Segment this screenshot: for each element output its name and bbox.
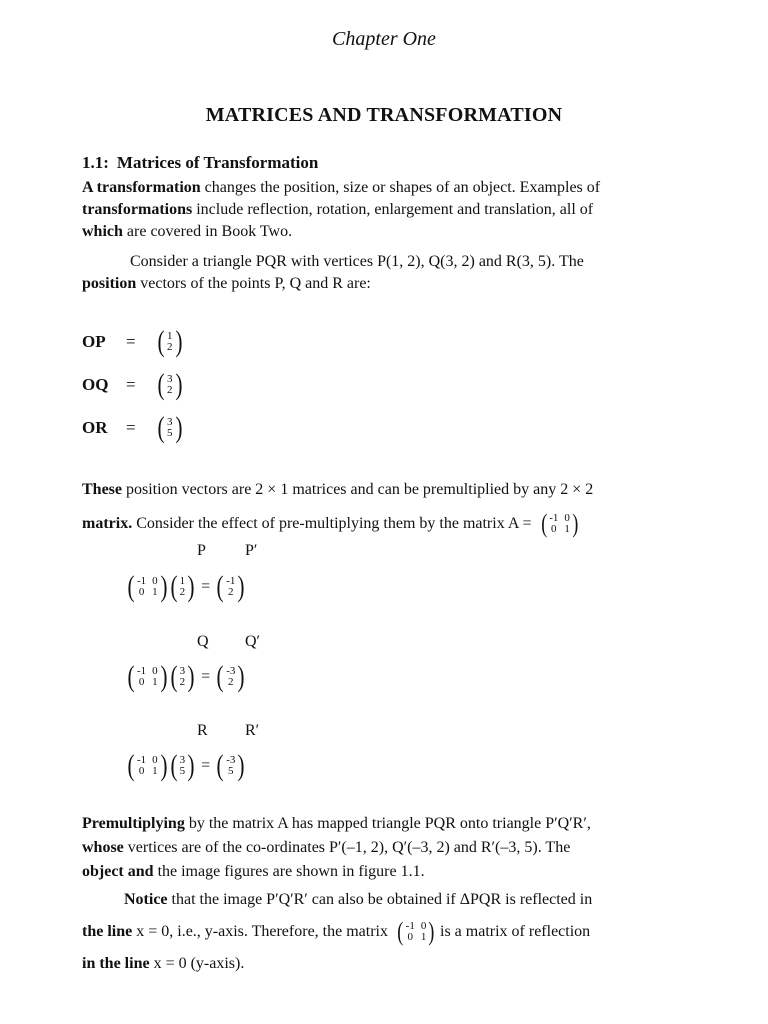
matrix-entry: 1 <box>420 931 427 944</box>
equals-sign: = <box>126 332 136 351</box>
column-vector: ( 3 2 ) <box>170 660 195 693</box>
bold-lead: transformations <box>82 201 193 218</box>
matrix-entry: 1 <box>152 676 158 688</box>
result-vector: ( -3 5 ) <box>216 749 245 782</box>
vector-top: 1 <box>179 575 186 587</box>
paragraph-1 <box>82 177 682 243</box>
matrix-entry: 1 <box>152 586 158 598</box>
paragraph-2 <box>82 251 682 295</box>
text: vectors of the points P, Q and R are: <box>136 275 371 292</box>
bold-lead: position <box>82 275 137 292</box>
bold-lead: A transformation <box>82 179 201 196</box>
matrix-entry: -1 <box>549 512 559 525</box>
matrix-entry: -1 <box>405 920 415 933</box>
bold-lead: in the line <box>82 955 150 972</box>
matrix-entry: 0 <box>420 920 427 933</box>
matrix-entry: 0 <box>152 665 158 677</box>
matrix-entry: 0 <box>138 586 145 598</box>
vector-bottom: 2 <box>228 586 234 598</box>
matrix-entry: 0 <box>564 512 570 525</box>
vector-top: 3 <box>167 373 173 385</box>
bold-lead: These <box>82 481 122 498</box>
vector-top: 3 <box>167 416 173 428</box>
point-label: P <box>197 542 206 559</box>
reflection-matrix: ( -1 0 0 1 ) <box>397 917 435 947</box>
point-labels-r <box>197 722 293 740</box>
image-point-label: P′ <box>245 542 258 559</box>
vector-or <box>82 413 184 443</box>
vector-oq <box>82 370 184 400</box>
vector-label: OR <box>82 418 108 437</box>
text: position vectors are 2 × 1 matrices and can be premultiplied by any 2 × 2 <box>122 481 594 498</box>
bold-lead: Premultiplying <box>82 815 185 832</box>
matrix-a: ( -1 0 0 1 ) <box>127 570 168 603</box>
matrix-a: ( -1 0 0 1 ) <box>127 749 168 782</box>
text: Consider the effect of pre-multiplying them by the matrix A = <box>132 515 532 532</box>
matrix-entry: 0 <box>152 575 158 587</box>
matrix-entry: -1 <box>137 575 147 587</box>
paragraph-4 <box>82 812 682 884</box>
matrix-entry: -1 <box>137 665 147 677</box>
equals-sign: = <box>201 578 211 595</box>
bold-lead: object and <box>82 863 154 880</box>
bold-lead: the line <box>82 923 133 940</box>
vector-top: -3 <box>226 665 236 677</box>
column-vector: ( 3 5 ) <box>170 749 195 782</box>
matrix-entry: 0 <box>152 754 158 766</box>
computation-p <box>126 572 246 602</box>
text: x = 0 (y-axis). <box>149 955 245 972</box>
text: is a matrix of reflection <box>436 923 591 940</box>
text: changes the position, size or shapes of an object. Examples of <box>200 179 601 196</box>
vector-label: OQ <box>82 375 109 394</box>
image-point-label: Q′ <box>245 633 261 650</box>
vector-top: 3 <box>179 754 186 766</box>
paragraph-3 <box>82 473 682 541</box>
matrix-a: ( -1 0 0 1 ) <box>127 660 168 693</box>
vector-op <box>82 327 184 357</box>
chapter-heading: Chapter One <box>332 28 436 50</box>
matrix-entry: 0 <box>138 765 145 777</box>
vector-top: 3 <box>179 665 186 677</box>
column-vector: ( 3 2 ) <box>157 368 182 401</box>
text: Consider a triangle PQR with vertices P(1, 2), Q(3, 2) and R(3, 5). The <box>130 253 584 270</box>
bold-lead: whose <box>82 839 124 856</box>
section-title: Matrices of Transformation <box>116 153 319 172</box>
section-number: 1.1: <box>82 153 109 172</box>
matrix-entry: 0 <box>551 523 557 536</box>
vector-bottom: 2 <box>179 586 186 598</box>
computation-q <box>126 662 246 692</box>
bold-lead: Notice <box>124 891 168 908</box>
matrix-a: ( -1 0 0 1 ) <box>540 509 579 539</box>
vector-bottom: 5 <box>179 765 186 777</box>
matrix-entry: -1 <box>137 754 147 766</box>
equals-sign: = <box>126 375 136 394</box>
text: include reflection, rotation, enlargement and translation, all of <box>192 201 594 218</box>
text: by the matrix A has mapped triangle PQR onto triangle P′Q′R′, <box>184 815 591 832</box>
text: x = 0, i.e., y-axis. Therefore, the matrix <box>132 923 388 940</box>
column-vector: ( 3 5 ) <box>157 411 182 444</box>
point-labels-p <box>197 542 293 560</box>
text: that the image P′Q′R′ can also be obtained if ΔPQR is reflected in <box>167 891 593 908</box>
text: vertices are of the co-ordinates P′(–1, 2), Q′(–3, 2) and R′(–3, 5). The <box>123 839 571 856</box>
point-label: Q <box>197 633 209 650</box>
image-point-label: R′ <box>245 722 260 739</box>
result-vector: ( -3 2 ) <box>216 660 245 693</box>
equals-sign: = <box>126 418 136 437</box>
section-heading <box>82 153 318 173</box>
matrix-entry: 1 <box>564 523 570 536</box>
point-labels-q <box>197 633 293 651</box>
point-label: R <box>197 722 208 739</box>
text: the image figures are shown in figure 1.1. <box>153 863 425 880</box>
vector-top: -3 <box>226 754 236 766</box>
vector-bottom: 2 <box>179 676 186 688</box>
vector-bottom: 2 <box>228 676 234 688</box>
vector-bottom: 2 <box>167 341 173 353</box>
bold-lead: which <box>82 223 123 240</box>
vector-top: -1 <box>226 575 236 587</box>
matrix-entry: 1 <box>152 765 158 777</box>
vector-bottom: 2 <box>167 384 173 396</box>
matrix-entry: 0 <box>407 931 413 944</box>
vector-label: OP <box>82 332 106 351</box>
equals-sign: = <box>201 757 211 774</box>
page-title: MATRICES AND TRANSFORMATION <box>205 104 563 126</box>
bold-lead: matrix. <box>82 515 133 532</box>
equals-sign: = <box>201 668 211 685</box>
vector-bottom: 5 <box>167 427 173 439</box>
matrix-entry: 0 <box>138 676 145 688</box>
vector-bottom: 5 <box>228 765 234 777</box>
column-vector: ( 1 2 ) <box>157 325 182 358</box>
paragraph-5 <box>82 884 682 980</box>
result-vector: ( -1 2 ) <box>216 570 245 603</box>
computation-r <box>126 751 246 781</box>
column-vector: ( 1 2 ) <box>170 570 195 603</box>
text: are covered in Book Two. <box>122 223 293 240</box>
vector-top: 1 <box>167 330 173 342</box>
